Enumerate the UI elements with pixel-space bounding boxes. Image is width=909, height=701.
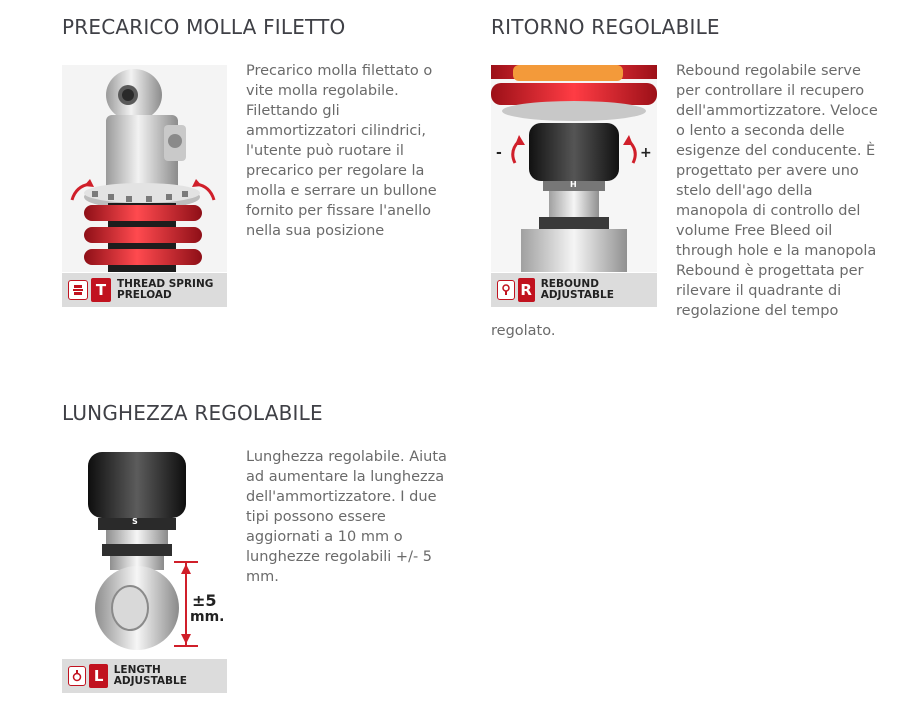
rebound-shock-photo (491, 65, 657, 272)
description-line: esigenze del conducente. È (676, 143, 876, 159)
badge-label-rebound: REBOUND ADJUSTABLE (540, 278, 614, 301)
description-line: stelo dell'ago della (676, 183, 813, 199)
description-line: Rebound è progettata per (676, 263, 864, 279)
rebound-icon (497, 280, 515, 300)
length-knob-marker: S (132, 517, 138, 526)
description-line: manopola di controllo del (676, 203, 861, 219)
length-icon (68, 666, 86, 686)
description-line: progettato per avere uno (676, 163, 859, 179)
description-rebound (676, 61, 896, 321)
badge-letter-r: R (518, 278, 535, 302)
badge-length-adjustable (62, 659, 227, 693)
description-length: Lunghezza regolabile. Aiuta ad aumentare la lunghezza dell'ammortizzatore. I due tipi possono essere aggiornati a 10 mm o lunghezze regolabili +/- 5 mm. (246, 449, 447, 585)
thread-preload-icon (68, 280, 88, 300)
badge-rebound-adjustable (491, 273, 657, 307)
badge-letter-l: L (89, 664, 107, 688)
badge-thread-spring-preload (62, 273, 227, 307)
length-unit-label: mm. (190, 609, 225, 625)
section-title-length: LUNGHEZZA REGOLABILE (62, 401, 323, 425)
description-line: rilevare il quadrante di (676, 283, 842, 299)
description-line: regolazione del tempo (676, 303, 839, 319)
description-line: through hole e la manopola (676, 243, 877, 259)
badge-label-length: LENGTH ADJUSTABLE (113, 664, 187, 687)
length-shock-photo (62, 448, 227, 659)
description-preload: Precarico molla filettato o vite molla regolabile. Filettando gli ammortizzatori cilindrici, l'utente può ruotare il precarico per regolare la molla e serrare un bullone fornito per fissare l'anello nella sua posizione (246, 63, 437, 239)
description-line: Rebound regolabile serve (676, 63, 861, 79)
section-title-preload: PRECARICO MOLLA FILETTO (62, 15, 346, 39)
description-line: o lento a seconda delle (676, 123, 845, 139)
rebound-minus-label: - (496, 145, 502, 161)
preload-shock-photo (62, 65, 227, 272)
description-rebound-tail: regolato. (491, 323, 556, 339)
rebound-knob-marker: H (570, 180, 577, 189)
section-title-rebound: RITORNO REGOLABILE (491, 15, 720, 39)
rebound-plus-label: + (640, 145, 652, 161)
description-line: per controllare il recupero (676, 83, 865, 99)
badge-letter-t: T (91, 278, 111, 302)
description-line: dell'ammortizzatore. Veloce (676, 103, 878, 119)
length-range-label: ±5 (192, 591, 217, 610)
badge-label-preload: THREAD SPRING PRELOAD (117, 278, 214, 301)
description-line: volume Free Bleed oil (676, 223, 833, 239)
